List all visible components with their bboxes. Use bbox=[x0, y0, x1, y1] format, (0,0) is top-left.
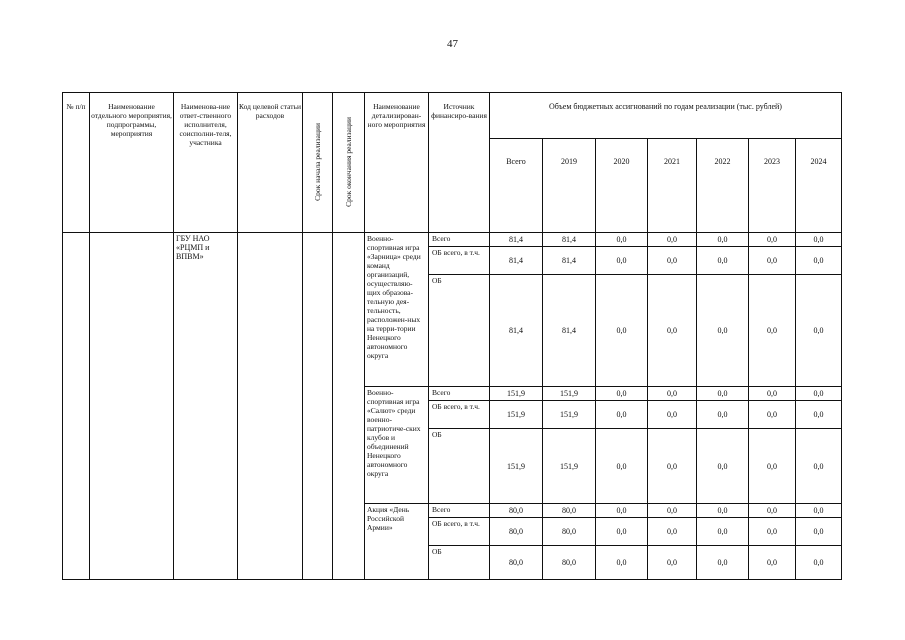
header-year-2019: 2019 bbox=[543, 139, 596, 233]
value-cell: 80,0 bbox=[490, 546, 543, 580]
value-cell: 81,4 bbox=[490, 275, 543, 387]
value-cell: 81,4 bbox=[543, 275, 596, 387]
funding-source: ОБ всего, в т.ч. bbox=[429, 518, 490, 546]
value-cell: 0,0 bbox=[697, 401, 749, 429]
value-cell: 80,0 bbox=[490, 504, 543, 518]
value-cell: 81,4 bbox=[543, 233, 596, 247]
value-cell: 151,9 bbox=[490, 387, 543, 401]
header-budget: Объем бюджетных ассигнований по годам реализации (тыс. рублей) bbox=[490, 93, 842, 139]
value-cell: 81,4 bbox=[543, 247, 596, 275]
start-date-cell bbox=[303, 233, 333, 580]
value-cell: 0,0 bbox=[796, 387, 842, 401]
header-start-date: Срок начала реализации bbox=[303, 93, 333, 233]
value-cell: 151,9 bbox=[543, 387, 596, 401]
value-cell: 0,0 bbox=[648, 401, 697, 429]
value-cell: 0,0 bbox=[596, 546, 648, 580]
header-executor: Наименова-ние ответ-ственного исполнителя, соисполни-теля, участника bbox=[174, 93, 238, 233]
value-cell: 0,0 bbox=[697, 504, 749, 518]
value-cell: 151,9 bbox=[543, 429, 596, 504]
funding-source: Всего bbox=[429, 387, 490, 401]
header-end-date: Срок окончания реализации bbox=[333, 93, 365, 233]
value-cell: 0,0 bbox=[697, 387, 749, 401]
value-cell: 0,0 bbox=[749, 401, 796, 429]
value-cell: 0,0 bbox=[648, 504, 697, 518]
value-cell: 0,0 bbox=[796, 518, 842, 546]
value-cell: 0,0 bbox=[648, 518, 697, 546]
value-cell: 0,0 bbox=[596, 275, 648, 387]
header-target-code: Код целевой статьи расходов bbox=[238, 93, 303, 233]
value-cell: 81,4 bbox=[490, 233, 543, 247]
value-cell: 0,0 bbox=[648, 247, 697, 275]
value-cell: 0,0 bbox=[596, 429, 648, 504]
funding-source: Всего bbox=[429, 233, 490, 247]
header-year-2021: 2021 bbox=[648, 139, 697, 233]
value-cell: 0,0 bbox=[697, 546, 749, 580]
header-year-2022: 2022 bbox=[697, 139, 749, 233]
header-year-2020: 2020 bbox=[596, 139, 648, 233]
detail-event-name: Военно-спортивная игра «Салют» среди военно-патриотиче-ских клубов и объединений Ненецкого автономного округа bbox=[365, 387, 429, 504]
value-cell: 0,0 bbox=[796, 233, 842, 247]
value-cell: 81,4 bbox=[490, 247, 543, 275]
value-cell: 0,0 bbox=[749, 275, 796, 387]
value-cell: 80,0 bbox=[490, 518, 543, 546]
table-row bbox=[63, 233, 842, 247]
budget-table bbox=[62, 92, 842, 580]
value-cell: 0,0 bbox=[648, 546, 697, 580]
value-cell: 0,0 bbox=[796, 275, 842, 387]
value-cell: 151,9 bbox=[490, 429, 543, 504]
value-cell: 0,0 bbox=[648, 233, 697, 247]
value-cell: 0,0 bbox=[697, 233, 749, 247]
end-date-cell bbox=[333, 233, 365, 580]
funding-source: ОБ всего, в т.ч. bbox=[429, 401, 490, 429]
header-year-2024: 2024 bbox=[796, 139, 842, 233]
header-year-total: Всего bbox=[490, 139, 543, 233]
funding-source: ОБ bbox=[429, 275, 490, 387]
value-cell: 0,0 bbox=[796, 429, 842, 504]
value-cell: 0,0 bbox=[596, 401, 648, 429]
value-cell: 0,0 bbox=[749, 247, 796, 275]
header-detail-event: Наименование детализирован-ного мероприятия bbox=[365, 93, 429, 233]
value-cell: 0,0 bbox=[749, 546, 796, 580]
value-cell: 0,0 bbox=[697, 429, 749, 504]
funding-source: ОБ bbox=[429, 546, 490, 580]
value-cell: 0,0 bbox=[796, 504, 842, 518]
value-cell: 151,9 bbox=[543, 401, 596, 429]
value-cell: 80,0 bbox=[543, 504, 596, 518]
value-cell: 0,0 bbox=[697, 247, 749, 275]
page-number: 47 bbox=[447, 38, 458, 50]
header-year-2023: 2023 bbox=[749, 139, 796, 233]
value-cell: 0,0 bbox=[796, 401, 842, 429]
value-cell: 0,0 bbox=[648, 275, 697, 387]
value-cell: 0,0 bbox=[648, 387, 697, 401]
value-cell: 151,9 bbox=[490, 401, 543, 429]
value-cell: 0,0 bbox=[697, 275, 749, 387]
event-name-cell bbox=[90, 233, 174, 580]
value-cell: 0,0 bbox=[596, 518, 648, 546]
value-cell: 0,0 bbox=[749, 518, 796, 546]
detail-event-name: Военно-спортивная игра «Зарница» среди команд организаций, осуществляю-щих образова-тельную дея-тельность, расположен-ных на терри-тории Ненецкого автономного округа bbox=[365, 233, 429, 387]
header-number: № п/п bbox=[63, 93, 90, 233]
value-cell: 0,0 bbox=[697, 518, 749, 546]
value-cell: 0,0 bbox=[596, 247, 648, 275]
value-cell: 0,0 bbox=[796, 247, 842, 275]
value-cell: 80,0 bbox=[543, 546, 596, 580]
value-cell: 0,0 bbox=[749, 387, 796, 401]
value-cell: 0,0 bbox=[596, 233, 648, 247]
target-code-cell bbox=[238, 233, 303, 580]
value-cell: 80,0 bbox=[543, 518, 596, 546]
header-event-name: Наименование отдельного мероприятия, подпрограммы, мероприятия bbox=[90, 93, 174, 233]
funding-source: ОБ всего, в т.ч. bbox=[429, 247, 490, 275]
detail-event-name: Акция «День Российской Армии» bbox=[365, 504, 429, 580]
funding-source: ОБ bbox=[429, 429, 490, 504]
number-cell bbox=[63, 233, 90, 580]
value-cell: 0,0 bbox=[596, 504, 648, 518]
value-cell: 0,0 bbox=[749, 429, 796, 504]
value-cell: 0,0 bbox=[749, 504, 796, 518]
funding-source: Всего bbox=[429, 504, 490, 518]
header-funding-source: Источник финансиро-вания bbox=[429, 93, 490, 233]
value-cell: 0,0 bbox=[749, 233, 796, 247]
value-cell: 0,0 bbox=[596, 387, 648, 401]
value-cell: 0,0 bbox=[648, 429, 697, 504]
executor-cell: ГБУ НАО «РЦМП и ВПВМ» bbox=[174, 233, 238, 580]
value-cell: 0,0 bbox=[796, 546, 842, 580]
